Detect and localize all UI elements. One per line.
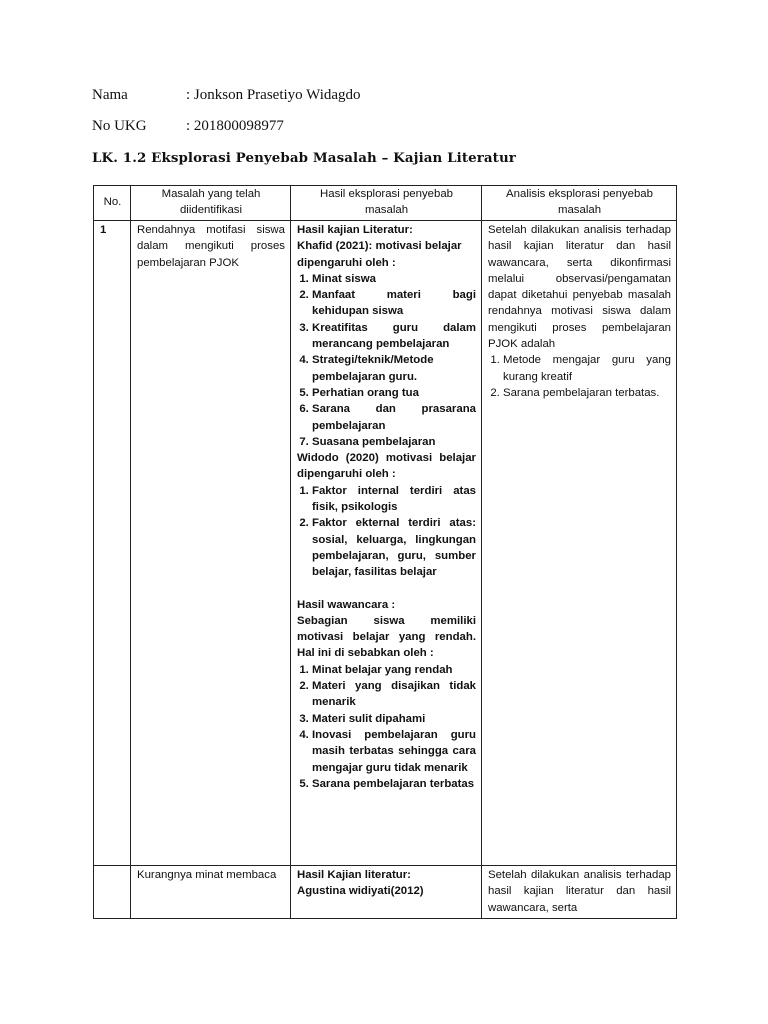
list-item: 5. Sarana pembelajaran terbatas — [312, 776, 476, 792]
hasil-list — [297, 662, 476, 792]
analisis-list — [488, 352, 671, 401]
list-item: 2. Materi yang disajikan tidak menarik — [312, 678, 476, 711]
analisis-text: Setelah dilakukan analisis terhadap hasil kajian literatur dan hasil wawancara, serta dikonfirmasi melalui observasi/pengamatan dapat diketahui penyebab masalah rendahnya motivasi siswa dalam mengikuti proses pembelajaran PJOK adalah — [488, 224, 671, 351]
document-title: LK. 1.2 Eksplorasi Penyebab Masalah – Kajian Literatur — [92, 150, 516, 166]
hasil-source: Khafid (2021): motivasi belajar dipengaruhi oleh : — [297, 240, 462, 269]
list-item: 1. Minat belajar yang rendah — [312, 662, 476, 678]
ukg-value: : 201800098977 — [186, 118, 284, 134]
list-item: 4. Inovasi pembelajaran guru masih terbatas sehingga cara mengajar guru tidak menarik — [312, 727, 476, 776]
list-item: 1. Faktor internal terdiri atas fisik, psikologis — [312, 483, 476, 516]
hasil-cell — [291, 866, 482, 919]
hasil-heading: Hasil kajian Literatur: — [297, 224, 413, 236]
list-item: 2. Sarana pembelajaran terbatas. — [503, 385, 671, 401]
ukg-row — [92, 118, 284, 135]
row-number — [94, 866, 131, 919]
list-item: 3. Materi sulit dipahami — [312, 711, 476, 727]
list-item: 3. Kreatifitas guru dalam merancang pembelajaran — [312, 320, 476, 353]
table-row — [94, 221, 677, 866]
list-item: 4. Strategi/teknik/Metode pembelajaran guru. — [312, 352, 476, 385]
hasil-heading: Hasil wawancara : — [297, 598, 396, 611]
hasil-cell — [291, 221, 482, 866]
table-row — [94, 866, 677, 919]
name-value: : Jonkson Prasetiyo Widagdo — [186, 87, 361, 103]
list-item: 6. Sarana dan prasarana pembelajaran — [312, 401, 476, 434]
list-item: 7. Suasana pembelajaran — [312, 434, 476, 450]
list-item: 2. Faktor ekternal terdiri atas: sosial, keluarga, lingkungan pembelajaran, guru, sumber belajar, fasilitas belajar — [312, 515, 476, 580]
header-no: No. — [94, 186, 131, 221]
hasil-source: Sebagian siswa memiliki motivasi belajar yang rendah. Hal ini di sebabkan oleh : — [297, 614, 476, 660]
list-item: 1. Minat siswa — [312, 271, 476, 287]
header-analisis: Analisis eksplorasi penyebab masalah — [482, 186, 677, 221]
hasil-source: Widodo (2020) motivasi belajar dipengaruhi oleh : — [297, 452, 476, 481]
name-row — [92, 87, 361, 104]
ukg-label: No UKG — [92, 118, 147, 134]
masalah-cell — [131, 866, 291, 919]
header-masalah: Masalah yang telah diidentifikasi — [131, 186, 291, 221]
analysis-table — [93, 185, 677, 919]
row-number: 1 — [94, 221, 131, 866]
table-header-row — [94, 186, 677, 221]
list-item: 2. Manfaat materi bagi kehidupan siswa — [312, 287, 476, 320]
hasil-list — [297, 483, 476, 581]
header-hasil: Hasil eksplorasi penyebab masalah — [291, 186, 482, 221]
name-label: Nama — [92, 87, 128, 103]
masalah-text: Kurangnya minat membaca — [137, 869, 277, 881]
hasil-heading: Hasil Kajian literatur: — [297, 869, 411, 881]
analisis-text: Setelah dilakukan analisis terhadap hasil kajian literatur dan hasil wawancara, serta — [488, 869, 671, 914]
list-item: 5. Perhatian orang tua — [312, 385, 476, 401]
spacer — [297, 581, 476, 597]
hasil-list — [297, 271, 476, 450]
analisis-cell — [482, 221, 677, 866]
analisis-cell — [482, 866, 677, 919]
hasil-source: Agustina widiyati(2012) — [297, 885, 424, 898]
list-item: 1. Metode mengajar guru yang kurang kreatif — [503, 352, 671, 385]
masalah-cell: Rendahnya motifasi siswa dalam mengikuti proses pembelajaran PJOK — [131, 221, 291, 866]
